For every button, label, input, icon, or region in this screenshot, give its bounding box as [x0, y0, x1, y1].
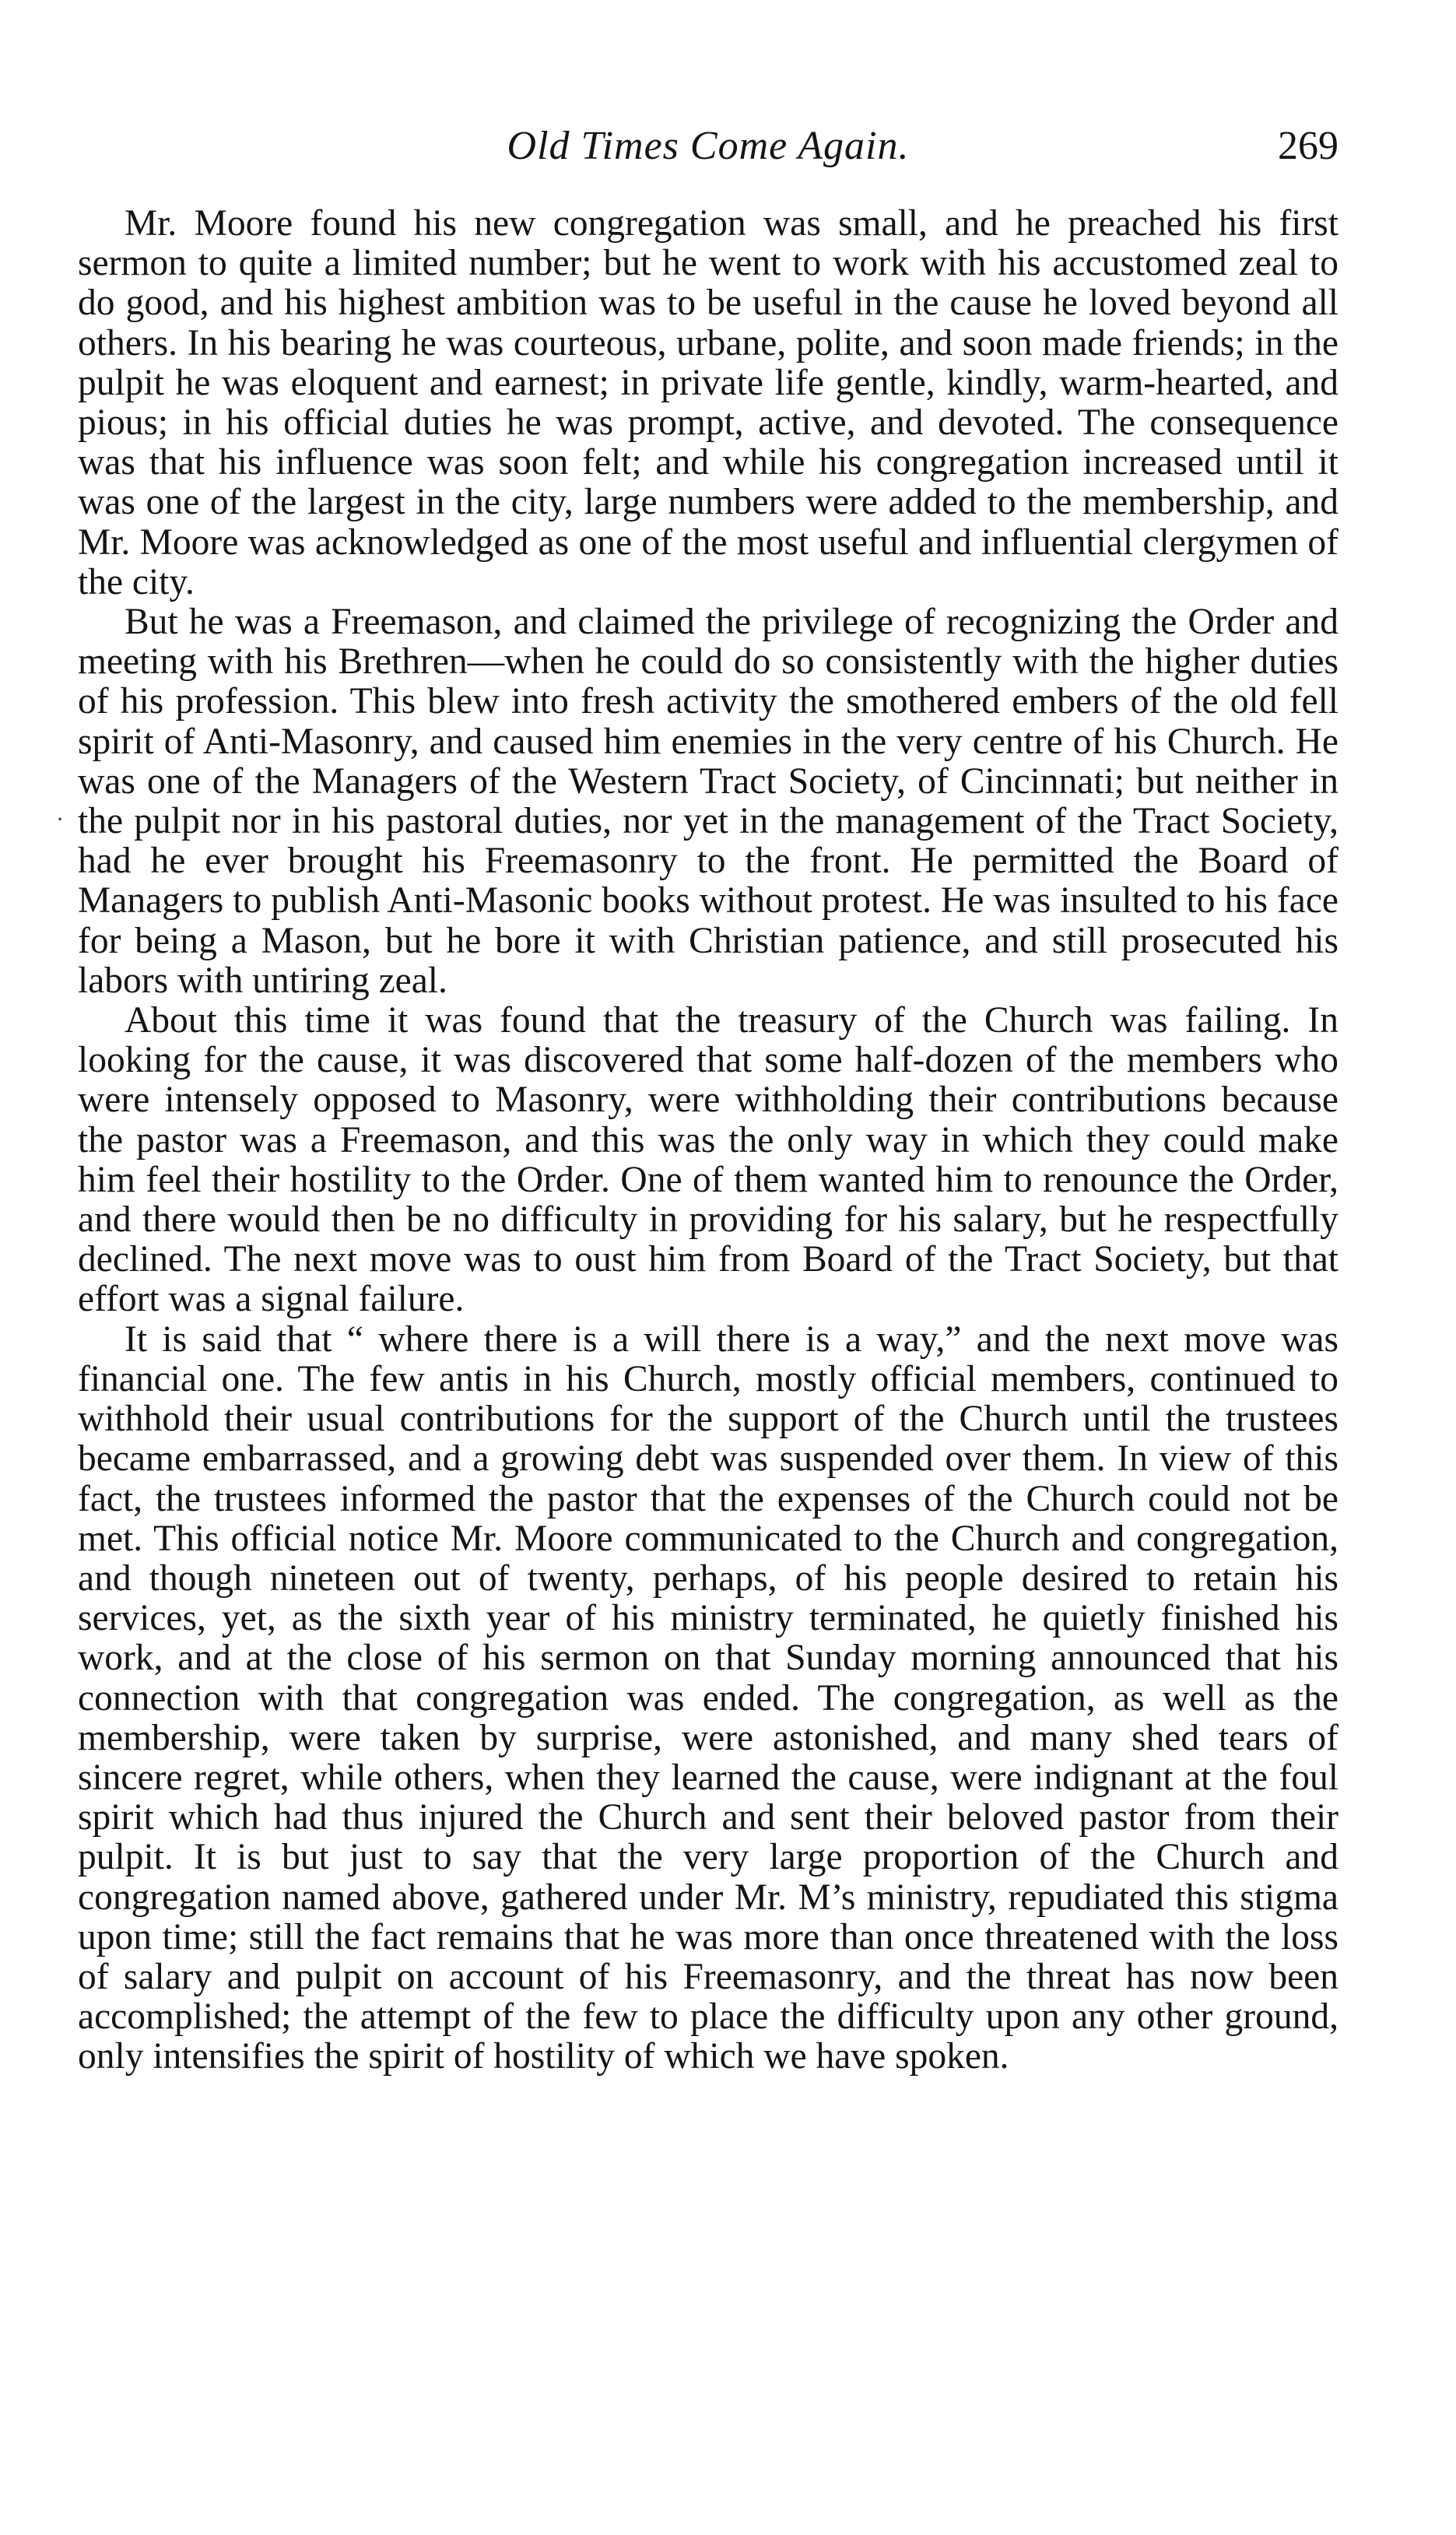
margin-dot: · [56, 806, 64, 832]
running-title: Old Times Come Again. [507, 124, 910, 168]
paragraph: It is said that “ where there is a will there is a way,” and the next move was financial one. The few antis in his Church, mostly official members, continued to withhold their usual contributions for the support of the Church until the trustees became embarrassed, and a growing debt was suspended over them. In view of this fact, the trustees informed the pastor that the expenses of the Church could not be met. This official notice Mr. Moore communicated to the Church and congregation, and though nineteen out of twenty, perhaps, of his people desired to retain his services, yet, as the sixth year of his ministry terminated, he quietly finished his work, and at the close of his sermon on that Sunday morning announced that his connection with that congregation was ended. The congregation, as well as the membership, were taken by surprise, were astonished, and many shed tears of sincere regret, while others, when they learned the cause, were indignant at the foul spirit which had thus injured the Church and sent their beloved pastor from their pulpit. It is but just to say that the very large proportion of the Church and congregation named above, gathered under Mr. M’s ministry, repudiated this stigma upon time; still the fact remains that he was more than once threatened with the loss of salary and pulpit on account of his Freemasonry, and the threat has now been accomplished; the attempt of the few to place the difficulty upon any other ground, only intensifies the spirit of hostility of which we have spoken. [78, 1318, 1338, 2077]
body-text [78, 204, 1338, 2077]
paragraph: But he was a Freemason, and claimed the privilege of recognizing the Order and meeting with his Brethren—when he could do so consistently with the higher duties of his profession. This blew into fresh activity the smothered embers of the old fell spirit of Anti-Masonry, and caused him enemies in the very centre of his Church. He was one of the Managers of the Western Tract Society, of Cincinnati; but neither in the pulpit nor in his pastoral duties, nor yet in the management of the Tract Society, had he ever brought his Freemasonry to the front. He permitted the Board of Managers to publish Anti-Masonic books without protest. He was insulted to his face for being a Mason, but he bore it with Christian patience, and still prosecuted his labors with untiring zeal. [78, 602, 1338, 1001]
paragraph: Mr. Moore found his new congregation was small, and he preached his first sermon to quite a limited number; but he went to work with his accustomed zeal to do good, and his highest ambition was to be useful in the cause he loved beyond all others. In his bearing he was courteous, urbane, polite, and soon made friends; in the pulpit he was eloquent and earnest; in private life gentle, kindly, warm-hearted, and pious; in his official duties he was prompt, active, and devoted. The consequence was that his influence was soon felt; and while his congregation increased until it was one of the largest in the city, large numbers were added to the membership, and Mr. Moore was acknowledged as one of the most useful and influential clergymen of the city. [78, 203, 1338, 602]
running-head [78, 115, 1338, 177]
paragraph: About this time it was found that the treasury of the Church was failing. In looking for the cause, it was discovered that some half-dozen of the members who were intensely opposed to Masonry, were withholding their contributions because the pastor was a Freemason, and this was the only way in which they could make him feel their hostility to the Order. One of them wanted him to renounce the Order, and there would then be no difficulty in providing for his salary, but he respectfully declined. The next move was to oust him from Board of the Tract Society, but that effort was a signal failure. [78, 1000, 1338, 1320]
page-number: 269 [1278, 124, 1338, 168]
